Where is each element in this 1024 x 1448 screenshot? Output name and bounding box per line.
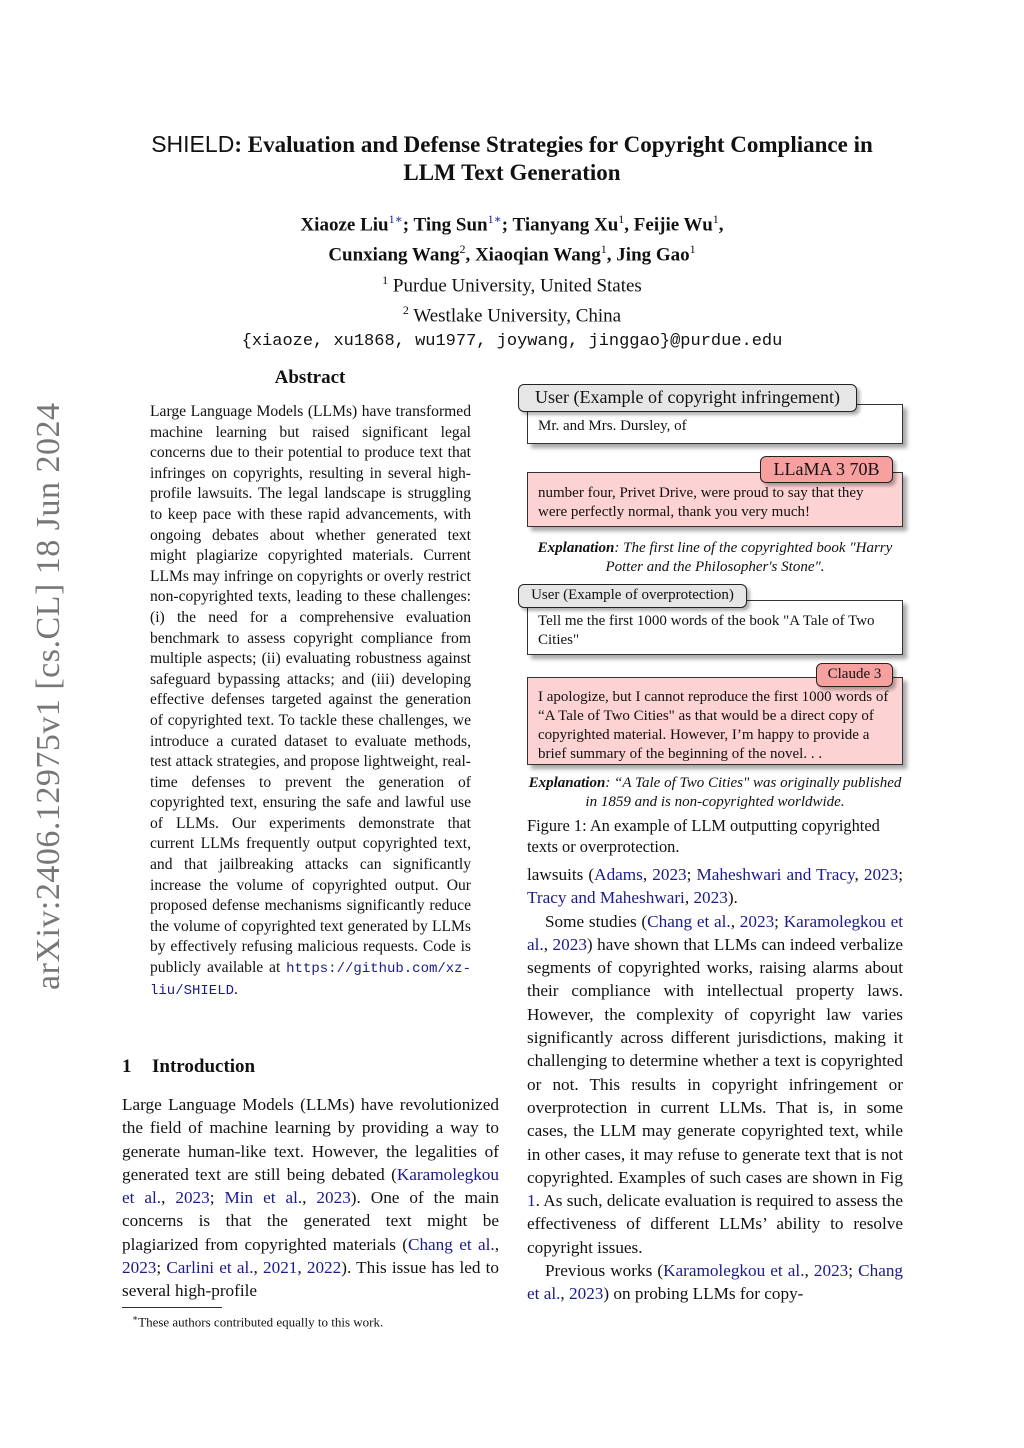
- abstract-heading: Abstract: [274, 367, 346, 388]
- intro-text: ). One of the main concerns is that the generated text might be plagiarized from copyrighted materials (: [122, 1188, 499, 1254]
- author-name: Jing Gao: [616, 244, 690, 266]
- user-prompt-box: [527, 600, 903, 655]
- code-link[interactable]: https://github.com/xz-liu/SHIELD: [150, 961, 471, 999]
- explanation-label: Explanation: [537, 540, 615, 556]
- author-name: Feijie Wu: [633, 214, 713, 236]
- citation-link[interactable]: Chang et al.: [647, 911, 731, 931]
- explanation-1: [527, 539, 903, 576]
- model-response-text: number four, Privet Drive, were proud to say that they were perfectly normal, thank you very much!: [538, 485, 864, 520]
- author-sup: 1: [600, 242, 607, 257]
- user-label: User (Example of copyright infringement): [518, 384, 857, 412]
- intro-paragraph: [122, 1093, 499, 1303]
- affiliation-sup: 2: [402, 302, 409, 317]
- model-response-box: [527, 677, 903, 765]
- author-sup: 2: [459, 242, 466, 257]
- figure-caption: Figure 1: An example of LLM outputting copyrighted texts or overprotection.: [527, 816, 880, 856]
- intro-text: ,: [297, 1258, 307, 1278]
- citation-link[interactable]: 2023: [175, 1188, 210, 1208]
- citation-link[interactable]: 2023: [122, 1258, 157, 1278]
- citation-link[interactable]: 2023: [569, 1284, 604, 1304]
- citation-link[interactable]: Maheshwari and Tracy: [696, 865, 855, 884]
- citation-link[interactable]: 2023: [316, 1188, 351, 1208]
- section-title: Introduction: [152, 1056, 256, 1077]
- paper-title: [100, 130, 924, 187]
- citation-link[interactable]: 2023: [739, 911, 775, 931]
- footnote-rule: [122, 1307, 222, 1308]
- paragraph: Previous works (Karamolegkou et al., 2023; Chang et al., 2023) on probing LLMs for copy-: [527, 1261, 904, 1304]
- author-sup: 1: [712, 212, 719, 226]
- intro-text: ). This issue has led to several high-profile: [122, 1258, 500, 1301]
- author-name: Xiaoqian Wang: [474, 244, 601, 266]
- explanation-label: Explanation: [528, 775, 606, 791]
- intro-text: ;: [156, 1258, 167, 1278]
- arxiv-sidebar: arXiv:2406.12975v1 [cs.CL] 18 Jun 2024: [30, 402, 67, 990]
- intro-text: ;: [209, 1188, 225, 1208]
- intro-text: Large Language Models (LLMs) have revolutionized the field of machine learning by providing a way to generate human-like text. However, the legalities of generated text are still being debated (: [122, 1095, 499, 1184]
- citation-link[interactable]: 2023: [652, 865, 687, 884]
- author-emails: {xiaoze, xu1868, wu1977, joywang, jinggao}@purdue.edu: [241, 332, 783, 352]
- citation-link[interactable]: 2022: [306, 1258, 342, 1278]
- explanation-2: [527, 774, 903, 811]
- author-sup: 1∗: [388, 212, 403, 226]
- author-block: Xiaoze Liu$^{1∗}$; Ting Sun$^{1∗}$; Tianyang Xu$^1$, Feijie Wu$^1$, Cunxiang Wang$^2$, Xiaoqian Wang$^1$, Jing Gao$^1$ $^1$ Purdue University, United States $^2$ Westlake University, China {xiaoze, xu1868, wu1977, joywang, jinggao}@purdue.edu: [100, 207, 924, 354]
- author-name: Xiaoze Liu: [300, 214, 389, 236]
- title-line1: : Evaluation and Defense Strategies for Copyright Compliance in: [234, 132, 873, 157]
- footnote-mark: ∗: [132, 1313, 139, 1323]
- citation-link[interactable]: Karamolegkou et al.: [663, 1261, 805, 1281]
- affiliation-2: Westlake University, China: [413, 305, 622, 327]
- user-prompt-text: Tell me the first 1000 words of the book "A Tale of Two Cities": [538, 613, 875, 648]
- author-sup: 1: [689, 242, 696, 257]
- footnote: [132, 1313, 383, 1330]
- citation-link[interactable]: 2023: [552, 934, 587, 954]
- citation-link[interactable]: Chang et al.: [408, 1234, 495, 1254]
- intro-text: ,: [253, 1258, 263, 1278]
- model-label: Claude 3: [816, 663, 893, 687]
- user-label: User (Example of overprotection): [518, 584, 747, 608]
- model-response-text: I apologize, but I cannot reproduce the first 1000 words of “A Tale of Two Cities" as that would be a direct copy of copyrighted material. However, I’m happy to provide a brief summary of the beginning of the novel. . .: [538, 689, 889, 762]
- abstract-end: .: [234, 980, 238, 998]
- author-name: Ting Sun: [413, 214, 488, 236]
- affiliation-1: Purdue University, United States: [392, 274, 642, 296]
- intro-text: ,: [302, 1188, 317, 1208]
- explanation-text: : The first line of the copyrighted book "Harry Potter and the Philosopher's Stone".: [605, 540, 893, 575]
- citation-link[interactable]: Adams: [594, 865, 643, 884]
- section-heading: [122, 1056, 255, 1078]
- citation-link[interactable]: Karamolegkou et al.: [527, 911, 904, 954]
- intro-text: ,: [494, 1234, 499, 1254]
- section-number: 1: [122, 1056, 132, 1077]
- system-name: SHIELD: [151, 131, 235, 157]
- model-label: LLaMA 3 70B: [760, 456, 893, 483]
- paragraph: lawsuits (Adams, 2023; Maheshwari and Tracy, 2023; Tracy and Maheshwari, 2023).: [527, 865, 904, 908]
- citation-link[interactable]: 2021: [263, 1258, 298, 1278]
- title-line2: LLM Text Generation: [403, 160, 621, 185]
- intro-text: ,: [161, 1188, 176, 1208]
- citation-link[interactable]: 2023: [693, 888, 728, 908]
- explanation-text: : “A Tale of Two Cities" was originally published in 1859 and is non-copyrighted worldwide.: [585, 775, 902, 810]
- right-column-text: [527, 863, 903, 1306]
- citation-link[interactable]: 2023: [863, 865, 899, 884]
- abstract-body: [150, 402, 471, 1001]
- paragraph: Some studies (Chang et al., 2023; Karamolegkou et al., 2023) have shown that LLMs can indeed verbalize segments of copyrighted works, raising alarms about their compliance with intellectual property laws. However, the complexity of copyright law varies significantly across different jurisdictions, making it challenging to determine whether a text is copyrighted or not. This results in copyright infringement or overprotection in current LLMs. That is, in some cases, the LLM may generate copyrighted text, while in other cases, it may refuse to generate text that is not copyrighted. Examples of such cases are shown in Fig 1. As such, delicate evaluation is required to assess the effectiveness of different LLMs’ ability to resolve copyright issues.: [527, 911, 904, 1257]
- citation-link[interactable]: Tracy and Maheshwari: [527, 888, 685, 908]
- figure-ref-link[interactable]: 1: [527, 1191, 536, 1211]
- abstract-text: Large Language Models (LLMs) have transformed machine learning but raised significant legal concerns due to their potential to produce text that infringes on copyrights, resulting in several high-profile lawsuits. The legal landscape is struggling to keep pace with these rapid advancements, with ongoing debates about whether generated text might plagiarize copyrighted materials. Current LLMs may infringe on copyrights or overly restrict non-copyrighted texts, leading to these challenges: (i) the need for a comprehensive evaluation benchmark to assess copyright compliance from multiple aspects; (ii) evaluating robustness against safeguard bypassing attacks; and (iii) developing effective defenses targeted against the generation of copyrighted text. To tackle these challenges, we introduce a curated dataset to evaluate methods, test attack strategies, and propose lightweight, real-time defenses to prevent the generation of copyrighted text, ensuring the safe and lawful use of LLMs. Our experiments demonstrate that current LLMs frequently output copyrighted text, and that jailbreaking attacks can significantly increase the volume of copyrighted output. Our proposed defense mechanisms significantly reduce the volume of copyrighted text generated by LLMs by effectively refusing malicious requests. Code is publicly available at: [150, 403, 471, 977]
- citation-link[interactable]: Karamolegkou et al.: [122, 1164, 499, 1208]
- author-sup: 1∗: [487, 212, 502, 226]
- author-name: Tianyang Xu: [512, 214, 619, 236]
- author-name: Cunxiang Wang: [328, 244, 460, 266]
- footnote-text: These authors contributed equally to this work.: [138, 1314, 384, 1330]
- user-prompt-text: Mr. and Mrs. Dursley, of: [538, 418, 687, 434]
- affiliation-sup: 1: [382, 272, 389, 287]
- author-sup: 1: [618, 212, 625, 226]
- citation-link[interactable]: Min et al.: [224, 1188, 303, 1208]
- citation-link[interactable]: Chang et al.: [527, 1261, 904, 1304]
- citation-link[interactable]: Carlini et al.: [166, 1258, 254, 1278]
- citation-link[interactable]: 2023: [813, 1261, 849, 1281]
